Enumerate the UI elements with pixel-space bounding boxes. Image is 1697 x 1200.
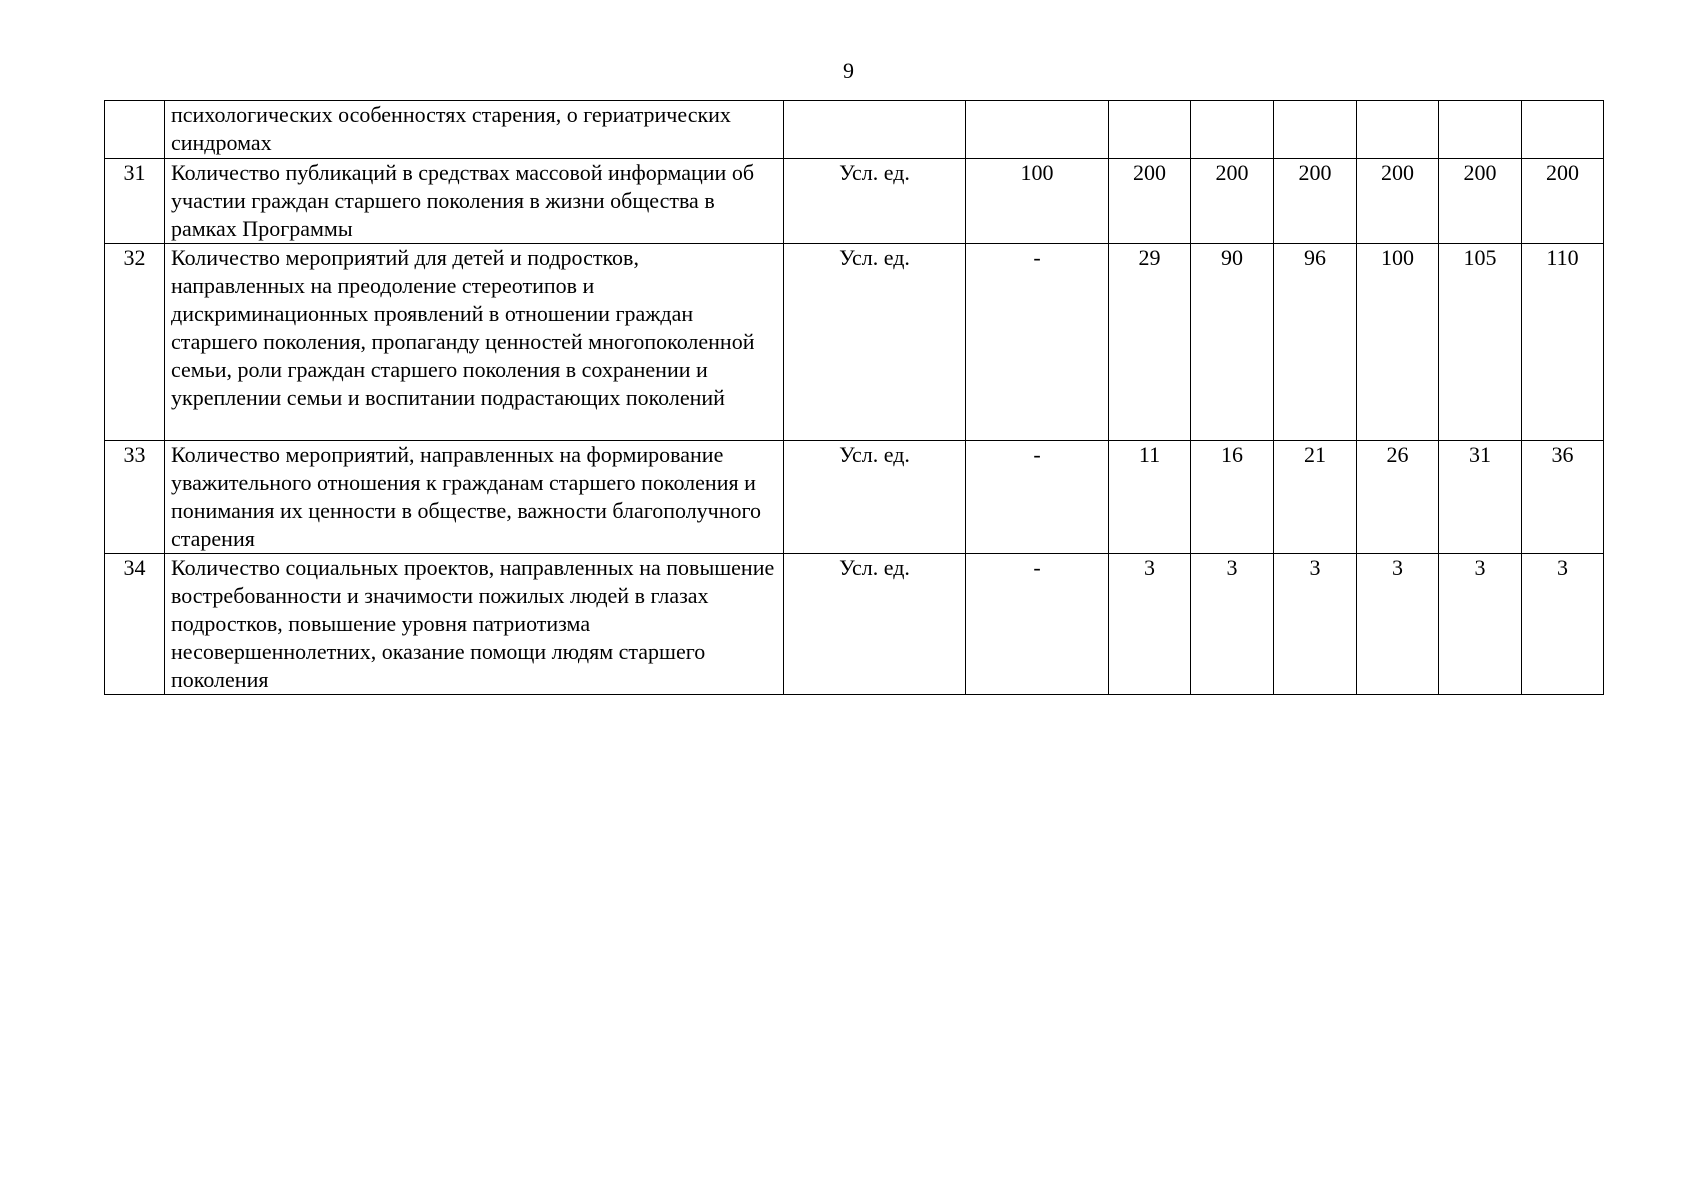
value-cell: 96 xyxy=(1274,244,1357,441)
value-cell xyxy=(1109,101,1191,159)
unit-cell: Усл. ед. xyxy=(784,554,966,695)
value-cell: 21 xyxy=(1274,441,1357,554)
value-cell: - xyxy=(966,441,1109,554)
indicator-name: Количество мероприятий для детей и подростков, направленных на преодоление стереотипов и дискриминационных проявлений в отношении граждан старшего поколения, пропаганду ценностей многопоколенной семьи, роли граждан старшего поколения в сохранении и укреплении семьи и воспитании подрастающих поколений xyxy=(165,244,784,441)
value-cell xyxy=(1522,101,1604,159)
unit-cell: Усл. ед. xyxy=(784,244,966,441)
row-number: 33 xyxy=(105,441,165,554)
value-cell: 90 xyxy=(1191,244,1274,441)
row-number: 34 xyxy=(105,554,165,695)
unit-cell xyxy=(784,101,966,159)
value-cell: - xyxy=(966,244,1109,441)
value-cell: 200 xyxy=(1274,159,1357,244)
value-cell xyxy=(966,101,1109,159)
value-cell: 31 xyxy=(1439,441,1522,554)
value-cell: 200 xyxy=(1439,159,1522,244)
value-cell: 3 xyxy=(1274,554,1357,695)
row-number xyxy=(105,101,165,159)
value-cell xyxy=(1191,101,1274,159)
value-cell: 200 xyxy=(1191,159,1274,244)
indicators-table xyxy=(104,100,1604,695)
page-number: 9 xyxy=(843,58,854,83)
indicator-name: Количество мероприятий, направленных на формирование уважительного отношения к гражданам старшего поколения и понимания их ценности в обществе, важности благополучного старения xyxy=(165,441,784,554)
value-cell: 200 xyxy=(1522,159,1604,244)
value-cell: 26 xyxy=(1357,441,1439,554)
unit-cell: Усл. ед. xyxy=(784,441,966,554)
row-number: 32 xyxy=(105,244,165,441)
unit-cell: Усл. ед. xyxy=(784,159,966,244)
value-cell: 36 xyxy=(1522,441,1604,554)
value-cell: 105 xyxy=(1439,244,1522,441)
value-cell xyxy=(1274,101,1357,159)
value-cell: 3 xyxy=(1522,554,1604,695)
indicator-name: Количество социальных проектов, направленных на повышение востребованности и значимости пожилых людей в глазах подростков, повышение уровня патриотизма несовершеннолетних, оказание помощи людям старшего поколения xyxy=(165,554,784,695)
value-cell xyxy=(1439,101,1522,159)
table-row xyxy=(105,441,1604,554)
table-row xyxy=(105,159,1604,244)
row-number: 31 xyxy=(105,159,165,244)
value-cell: 100 xyxy=(966,159,1109,244)
value-cell: 200 xyxy=(1109,159,1191,244)
value-cell: 110 xyxy=(1522,244,1604,441)
table-row xyxy=(105,244,1604,441)
indicator-name: психологических особенностях старения, о гериатрических синдромах xyxy=(165,101,784,159)
value-cell: 16 xyxy=(1191,441,1274,554)
value-cell: 3 xyxy=(1439,554,1522,695)
value-cell: 29 xyxy=(1109,244,1191,441)
value-cell: 11 xyxy=(1109,441,1191,554)
indicator-name: Количество публикаций в средствах массовой информации об участии граждан старшего поколения в жизни общества в рамках Программы xyxy=(165,159,784,244)
table-row xyxy=(105,554,1604,695)
table-row xyxy=(105,101,1604,159)
value-cell: 3 xyxy=(1357,554,1439,695)
value-cell: 200 xyxy=(1357,159,1439,244)
value-cell: 3 xyxy=(1191,554,1274,695)
value-cell xyxy=(1357,101,1439,159)
value-cell: - xyxy=(966,554,1109,695)
value-cell: 3 xyxy=(1109,554,1191,695)
value-cell: 100 xyxy=(1357,244,1439,441)
